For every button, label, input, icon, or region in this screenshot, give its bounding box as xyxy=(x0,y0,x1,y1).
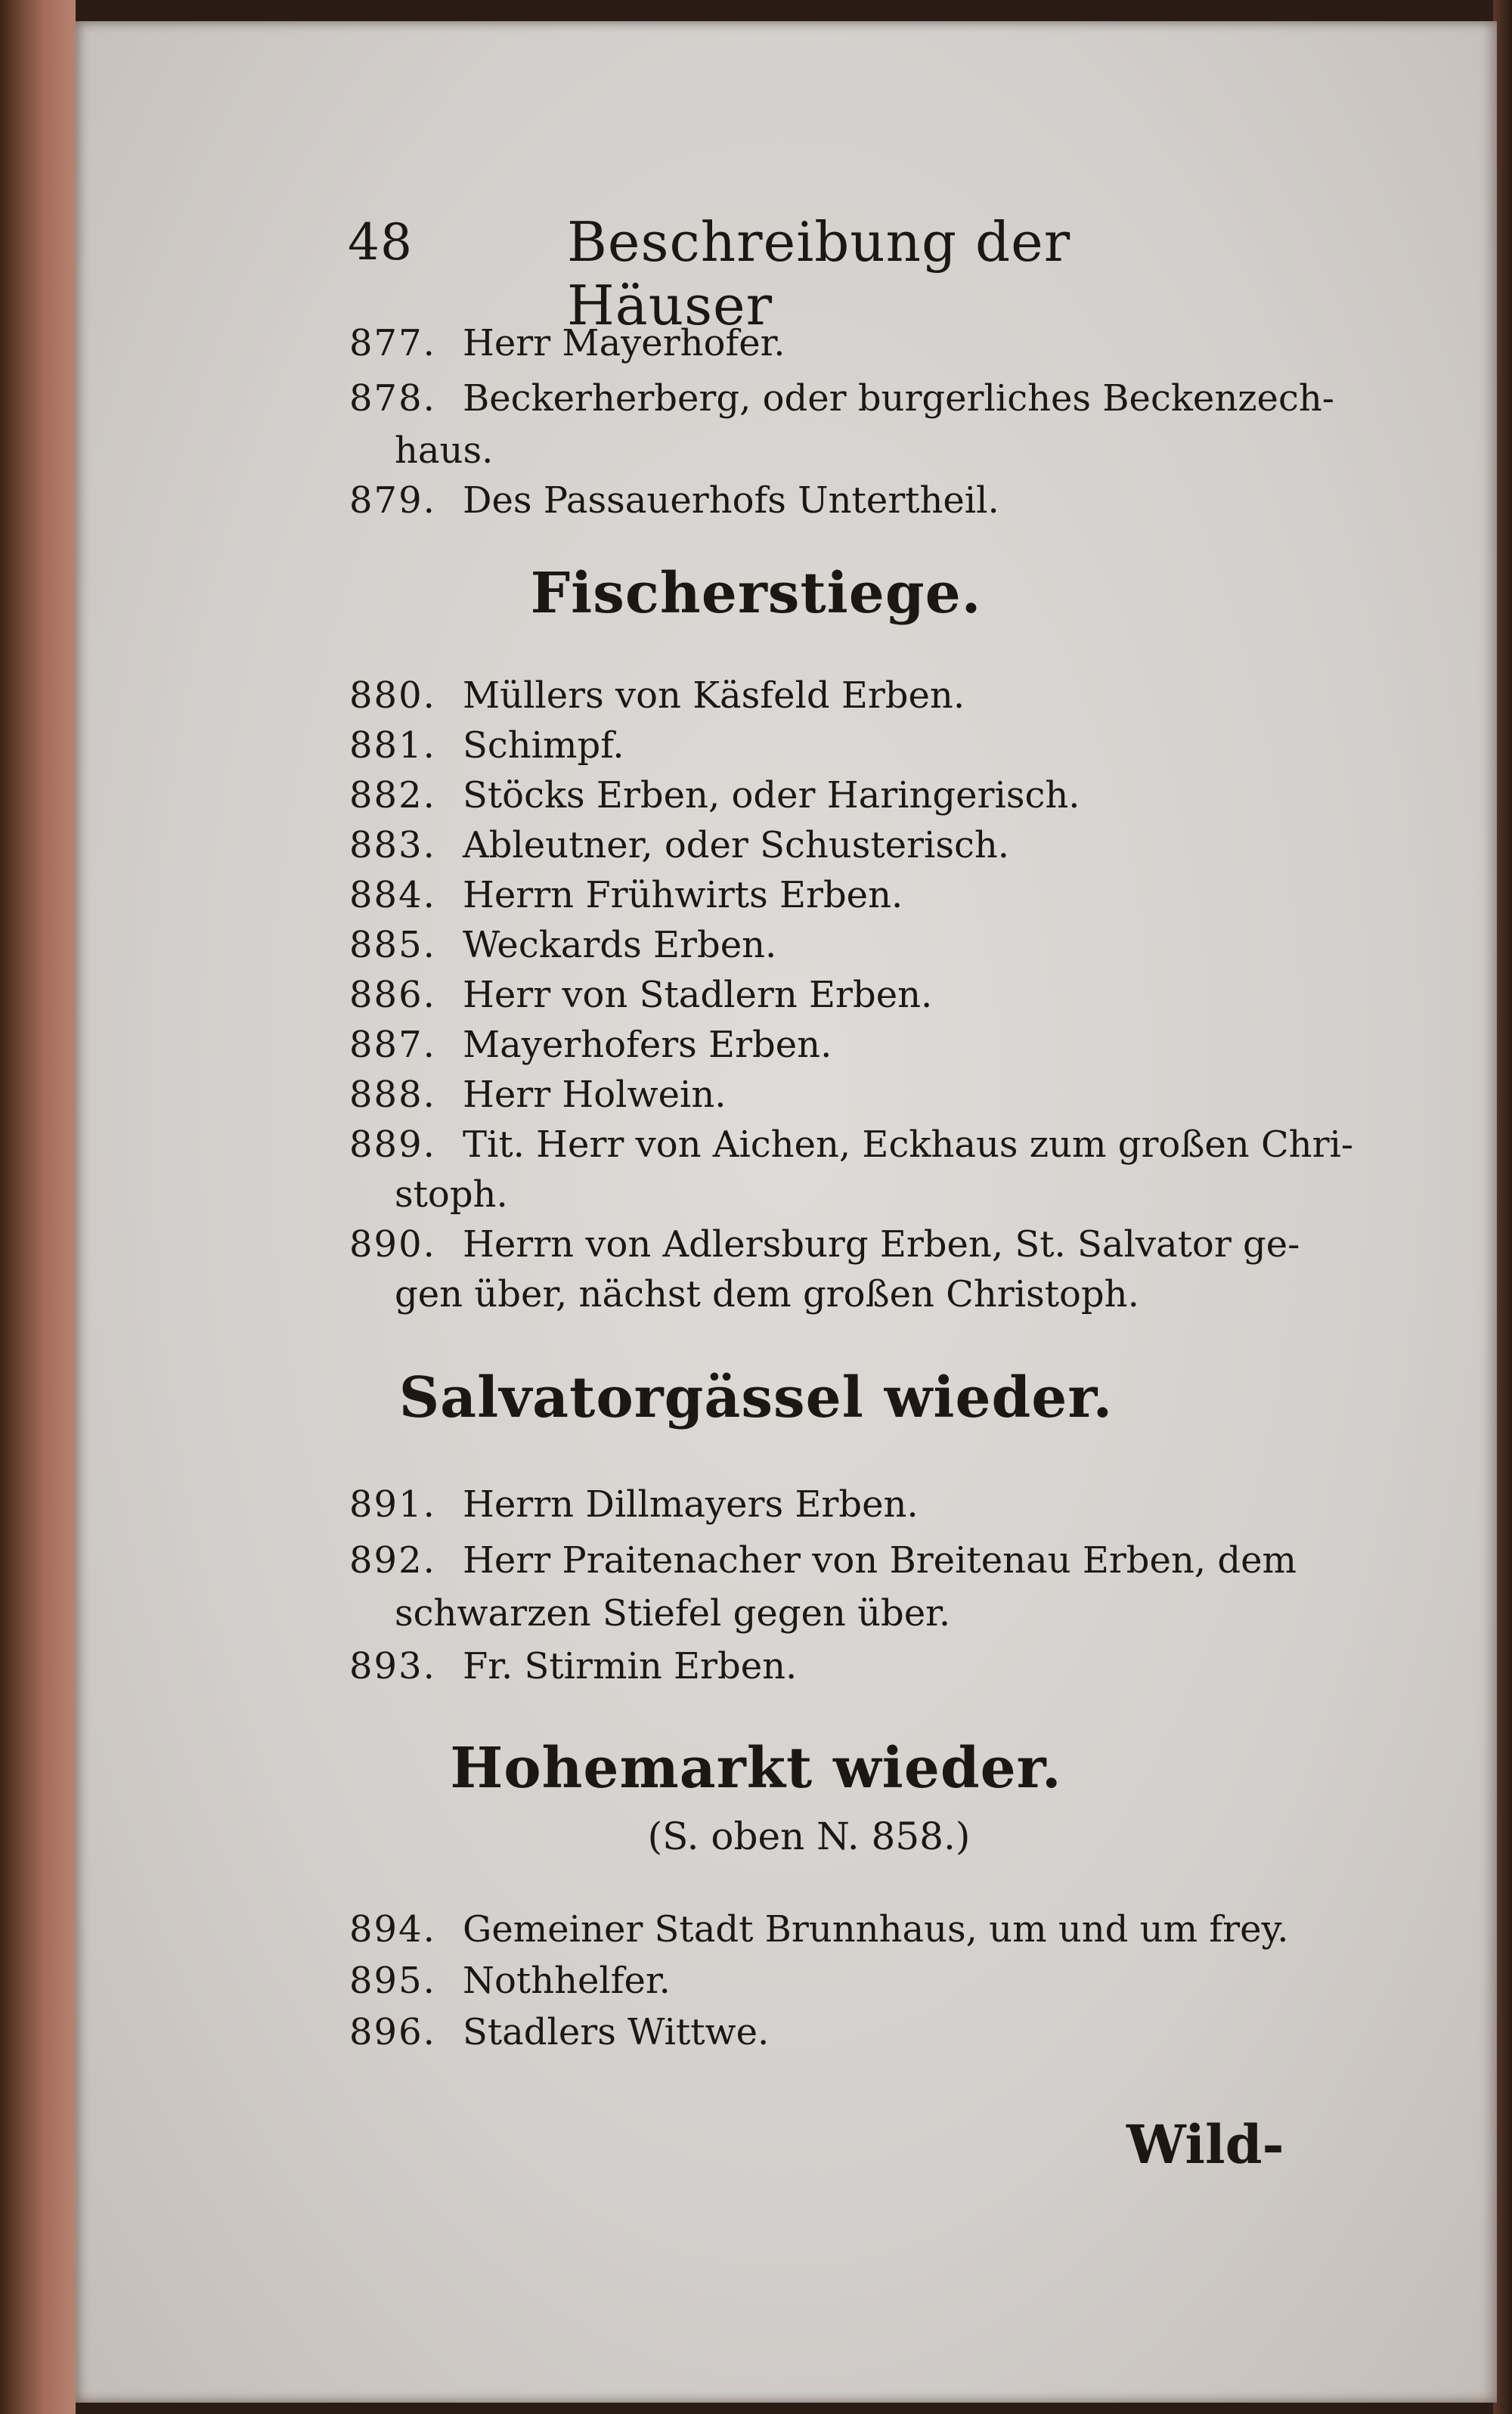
entry-892-cont: schwarzen Stiefel gegen über. xyxy=(395,1592,951,1635)
entry-891: 891. Herrn Dillmayers Erben. xyxy=(349,1483,919,1526)
entry-889: 889. Tit. Herr von Aichen, Eckhaus zum großen Chri- xyxy=(349,1123,1354,1166)
entry-892: 892. Herr Praitenacher von Breitenau Erben, dem xyxy=(349,1539,1297,1582)
entry-878-cont: haus. xyxy=(395,429,494,472)
entry-881: 881. Schimpf. xyxy=(349,724,624,767)
entry-885: 885. Weckards Erben. xyxy=(349,924,777,966)
entry-882: 882. Stöcks Erben, oder Haringerisch. xyxy=(349,774,1080,817)
catchword: Wild- xyxy=(1126,2113,1284,2176)
entry-896: 896. Stadlers Wittwe. xyxy=(349,2011,770,2053)
section-heading-fischerstiege: Fischerstiege. xyxy=(530,561,982,626)
book-edge xyxy=(0,0,76,2414)
entry-893: 893. Fr. Stirmin Erben. xyxy=(349,1645,798,1687)
entry-884: 884. Herrn Frühwirts Erben. xyxy=(349,874,903,916)
running-title: Beschreibung der Häuser xyxy=(567,210,1071,337)
entry-888: 888. Herr Holwein. xyxy=(349,1074,727,1116)
entry-895: 895. Nothhelfer. xyxy=(349,1960,671,2002)
section-heading-hohemarkt: Hohemarkt wieder. xyxy=(450,1736,1062,1801)
entry-878: 878. Beckerherberg, oder burgerliches Beckenzech- xyxy=(349,377,1334,420)
entry-883: 883. Ableutner, oder Schusterisch. xyxy=(349,824,1009,866)
page-number: 48 xyxy=(348,213,413,271)
section-heading-salvatorgaessel: Salvatorgässel wieder. xyxy=(398,1365,1114,1430)
cross-reference: (S. oben N. 858.) xyxy=(647,1814,971,1858)
entry-894: 894. Gemeiner Stadt Brunnhaus, um und um frey. xyxy=(349,1908,1289,1951)
entry-886: 886. Herr von Stadlern Erben. xyxy=(349,974,933,1016)
entry-879: 879. Des Passauerhofs Untertheil. xyxy=(349,479,999,522)
entry-889-cont: stoph. xyxy=(395,1173,508,1216)
entry-890-cont: gen über, nächst dem großen Christoph. xyxy=(395,1273,1139,1315)
entry-887: 887. Mayerhofers Erben. xyxy=(349,1024,832,1066)
page-header xyxy=(348,210,1149,337)
entry-877: 877. Herr Mayerhofer. xyxy=(349,322,785,364)
entry-890: 890. Herrn von Adlersburg Erben, St. Salvator ge- xyxy=(349,1223,1300,1266)
entry-880: 880. Müllers von Käsfeld Erben. xyxy=(349,674,965,717)
